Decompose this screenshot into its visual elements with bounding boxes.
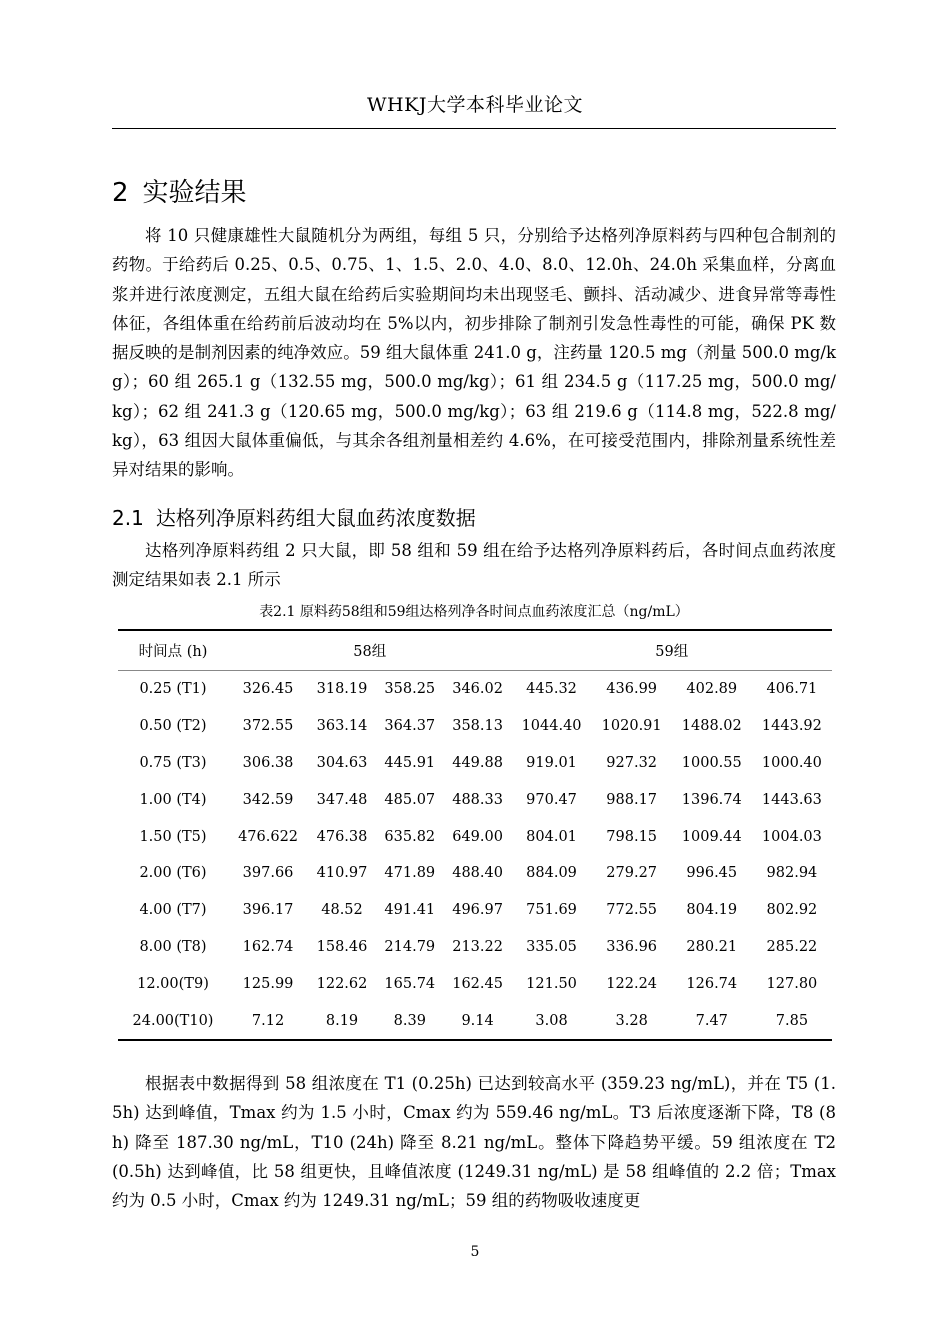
cell-time: 0.75 (T3) <box>139 754 207 771</box>
cell-value: 485.07 <box>384 791 436 808</box>
cell-value: 48.52 <box>321 902 363 919</box>
cell-time: 12.00(T9) <box>137 975 209 992</box>
subsection-heading <box>112 503 476 533</box>
cell-value: 982.94 <box>766 865 818 882</box>
cell-value: 326.45 <box>242 681 294 698</box>
cell-value: 1488.02 <box>681 718 742 735</box>
cell-value: 358.13 <box>452 718 503 735</box>
cell-value: 396.17 <box>242 902 294 919</box>
cell-value: 214.79 <box>384 938 436 955</box>
cell-value: 127.80 <box>766 975 818 992</box>
cell-value: 279.27 <box>606 865 658 882</box>
cell-value: 635.82 <box>384 828 436 845</box>
cell-value: 346.02 <box>452 681 503 698</box>
page-header: WHKJ大学本科毕业论文 <box>367 94 583 116</box>
cell-value: 165.74 <box>384 975 436 992</box>
table-row <box>118 671 832 708</box>
cell-value: 410.97 <box>316 865 368 882</box>
cell-value: 649.00 <box>452 828 503 845</box>
cell-time: 4.00 (T7) <box>139 902 207 919</box>
concentration-table <box>118 629 832 1041</box>
cell-value: 449.88 <box>452 754 503 771</box>
cell-value: 342.59 <box>242 791 294 808</box>
cell-value: 1000.55 <box>681 754 742 771</box>
cell-value: 1396.74 <box>681 791 742 808</box>
cell-value: 802.92 <box>766 902 818 919</box>
header-group-58: 58组 <box>228 630 512 671</box>
section-number: 2 <box>112 178 129 208</box>
table-row <box>118 929 832 966</box>
cell-time: 0.25 (T1) <box>139 681 207 698</box>
cell-value: 445.91 <box>384 754 436 771</box>
cell-time: 8.00 (T8) <box>139 938 207 955</box>
cell-value: 213.22 <box>452 938 503 955</box>
cell-value: 336.96 <box>606 938 658 955</box>
paragraph-analysis: 根据表中数据得到 58 组浓度在 T1 (0.25h) 已达到较高水平 (359.23 ng/mL)，并在 T5 (1.5h) 达到峰值，Tmax 约为 1.5 小时，Cmax 约为 559.46 ng/mL。T3 后浓度逐渐下降，T8 (8h) 降至 187.30 ng/mL，T10 (24h) 降至 8.21 ng/mL。整体下降趋势平缓。59 组浓度在 T2 (0.5h) 达到峰值，比 58 组更快，且峰值浓度 (1249.31 ng/mL) 是 58 组峰值的 2.2 倍；Tmax 约为 0.5 小时，Cmax 约为 1249.31 ng/mL；59 组的药物吸收速度更 <box>112 1074 836 1211</box>
cell-value: 496.97 <box>452 902 503 919</box>
cell-value: 122.24 <box>606 975 658 992</box>
paragraph-table-intro: 达格列净原料药组 2 只大鼠，即 58 组和 59 组在给予达格列净原料药后，各时间点血药浓度测定结果如表 2.1 所示 <box>112 541 836 590</box>
cell-value: 162.74 <box>242 938 294 955</box>
paragraph-intro: 将 10 只健康雄性大鼠随机分为两组，每组 5 只，分别给予达格列净原料药与四种包合制剂的药物。于给药后 0.25、0.5、0.75、1、1.5、2.0、4.0、8.0、12.0h、24.0h 采集血样，分离血浆并进行浓度测定，五组大鼠在给药后实验期间均未出现竖毛、颤抖、活动减少、进食异常等毒性体征，各组体重在给药前后波动均在 5%以内，初步排除了制剂引发急性毒性的可能，确保 PK 数据反映的是制剂因素的纯净效应。59 组大鼠体重 241.0 g，注药量 120.5 mg（剂量 500.0 mg/kg）；60 组 265.1 g（132.55 mg，500.0 mg/kg）；61 组 234.5 g（117.25 mg，500.0 mg/kg）；62 组 241.3 g（120.65 mg，500.0 mg/kg）；63 组 219.6 g（114.8 mg，522.8 mg/kg），63 组因大鼠体重偏低，与其余各组剂量相差约 4.6%，在可接受范围内，排除剂量系统性差异对结果的影响。 <box>112 226 836 480</box>
cell-value: 406.71 <box>766 681 818 698</box>
cell-value: 7.85 <box>775 1012 809 1029</box>
cell-value: 445.32 <box>526 681 577 698</box>
cell-value: 280.21 <box>686 938 738 955</box>
cell-value: 304.63 <box>316 754 368 771</box>
cell-value: 126.74 <box>686 975 738 992</box>
cell-value: 335.05 <box>526 938 577 955</box>
table-row <box>118 965 832 1002</box>
cell-value: 7.47 <box>695 1012 728 1029</box>
table-row <box>118 708 832 745</box>
section-heading <box>112 175 247 211</box>
cell-value: 436.99 <box>606 681 658 698</box>
section-title: 实验结果 <box>142 178 247 208</box>
cell-value: 402.89 <box>686 681 738 698</box>
cell-value: 358.25 <box>384 681 436 698</box>
cell-value: 772.55 <box>606 902 658 919</box>
cell-value: 1020.91 <box>601 718 662 735</box>
header-group-59: 59组 <box>512 630 833 671</box>
header-rule <box>112 128 836 129</box>
cell-value: 1443.63 <box>761 791 822 808</box>
cell-value: 306.38 <box>242 754 294 771</box>
cell-value: 970.47 <box>526 791 577 808</box>
cell-value: 162.45 <box>452 975 503 992</box>
cell-value: 285.22 <box>766 938 818 955</box>
cell-value: 125.99 <box>242 975 294 992</box>
table-row <box>118 745 832 782</box>
cell-value: 751.69 <box>526 902 577 919</box>
cell-value: 397.66 <box>242 865 294 882</box>
cell-value: 1000.40 <box>761 754 822 771</box>
cell-value: 927.32 <box>606 754 658 771</box>
cell-value: 919.01 <box>526 754 577 771</box>
cell-time: 1.50 (T5) <box>139 828 207 845</box>
cell-value: 804.19 <box>686 902 738 919</box>
table-row <box>118 1002 832 1040</box>
cell-value: 988.17 <box>606 791 658 808</box>
cell-value: 884.09 <box>526 865 577 882</box>
cell-time: 0.50 (T2) <box>139 718 207 735</box>
cell-value: 318.19 <box>316 681 368 698</box>
cell-value: 122.62 <box>316 975 368 992</box>
cell-value: 1044.40 <box>521 718 582 735</box>
cell-value: 476.622 <box>238 828 299 845</box>
table-row <box>118 818 832 855</box>
cell-time: 1.00 (T4) <box>139 791 207 808</box>
table-row <box>118 892 832 929</box>
cell-value: 8.39 <box>393 1012 426 1029</box>
cell-value: 996.45 <box>686 865 738 882</box>
table-caption: 表2.1 原料药58组和59组达格列净各时间点血药浓度汇总（ng/mL） <box>259 604 689 620</box>
cell-value: 471.89 <box>384 865 436 882</box>
subsection-number: 2.1 <box>112 506 144 530</box>
cell-value: 9.14 <box>461 1012 494 1029</box>
cell-value: 8.19 <box>325 1012 359 1029</box>
cell-value: 488.40 <box>452 865 503 882</box>
cell-value: 488.33 <box>452 791 503 808</box>
cell-value: 1009.44 <box>681 828 742 845</box>
cell-value: 3.08 <box>535 1012 568 1029</box>
cell-value: 491.41 <box>384 902 436 919</box>
subsection-title: 达格列净原料药组大鼠血药浓度数据 <box>155 506 476 530</box>
cell-value: 363.14 <box>316 718 368 735</box>
table-header-row <box>118 630 832 671</box>
cell-value: 798.15 <box>606 828 658 845</box>
cell-value: 121.50 <box>526 975 577 992</box>
cell-time: 24.00(T10) <box>132 1012 214 1029</box>
cell-time: 2.00 (T6) <box>139 865 207 882</box>
cell-value: 7.12 <box>251 1012 285 1029</box>
page-number: 5 <box>470 1244 480 1260</box>
cell-value: 347.48 <box>316 791 368 808</box>
cell-value: 3.28 <box>615 1012 648 1029</box>
cell-value: 1443.92 <box>761 718 822 735</box>
cell-value: 804.01 <box>526 828 577 845</box>
table-row <box>118 781 832 818</box>
cell-value: 476.38 <box>316 828 368 845</box>
cell-value: 364.37 <box>384 718 436 735</box>
header-time: 时间点 (h) <box>118 630 228 671</box>
table-row <box>118 855 832 892</box>
cell-value: 372.55 <box>242 718 294 735</box>
table-body <box>118 671 832 1040</box>
cell-value: 158.46 <box>316 938 368 955</box>
cell-value: 1004.03 <box>761 828 822 845</box>
